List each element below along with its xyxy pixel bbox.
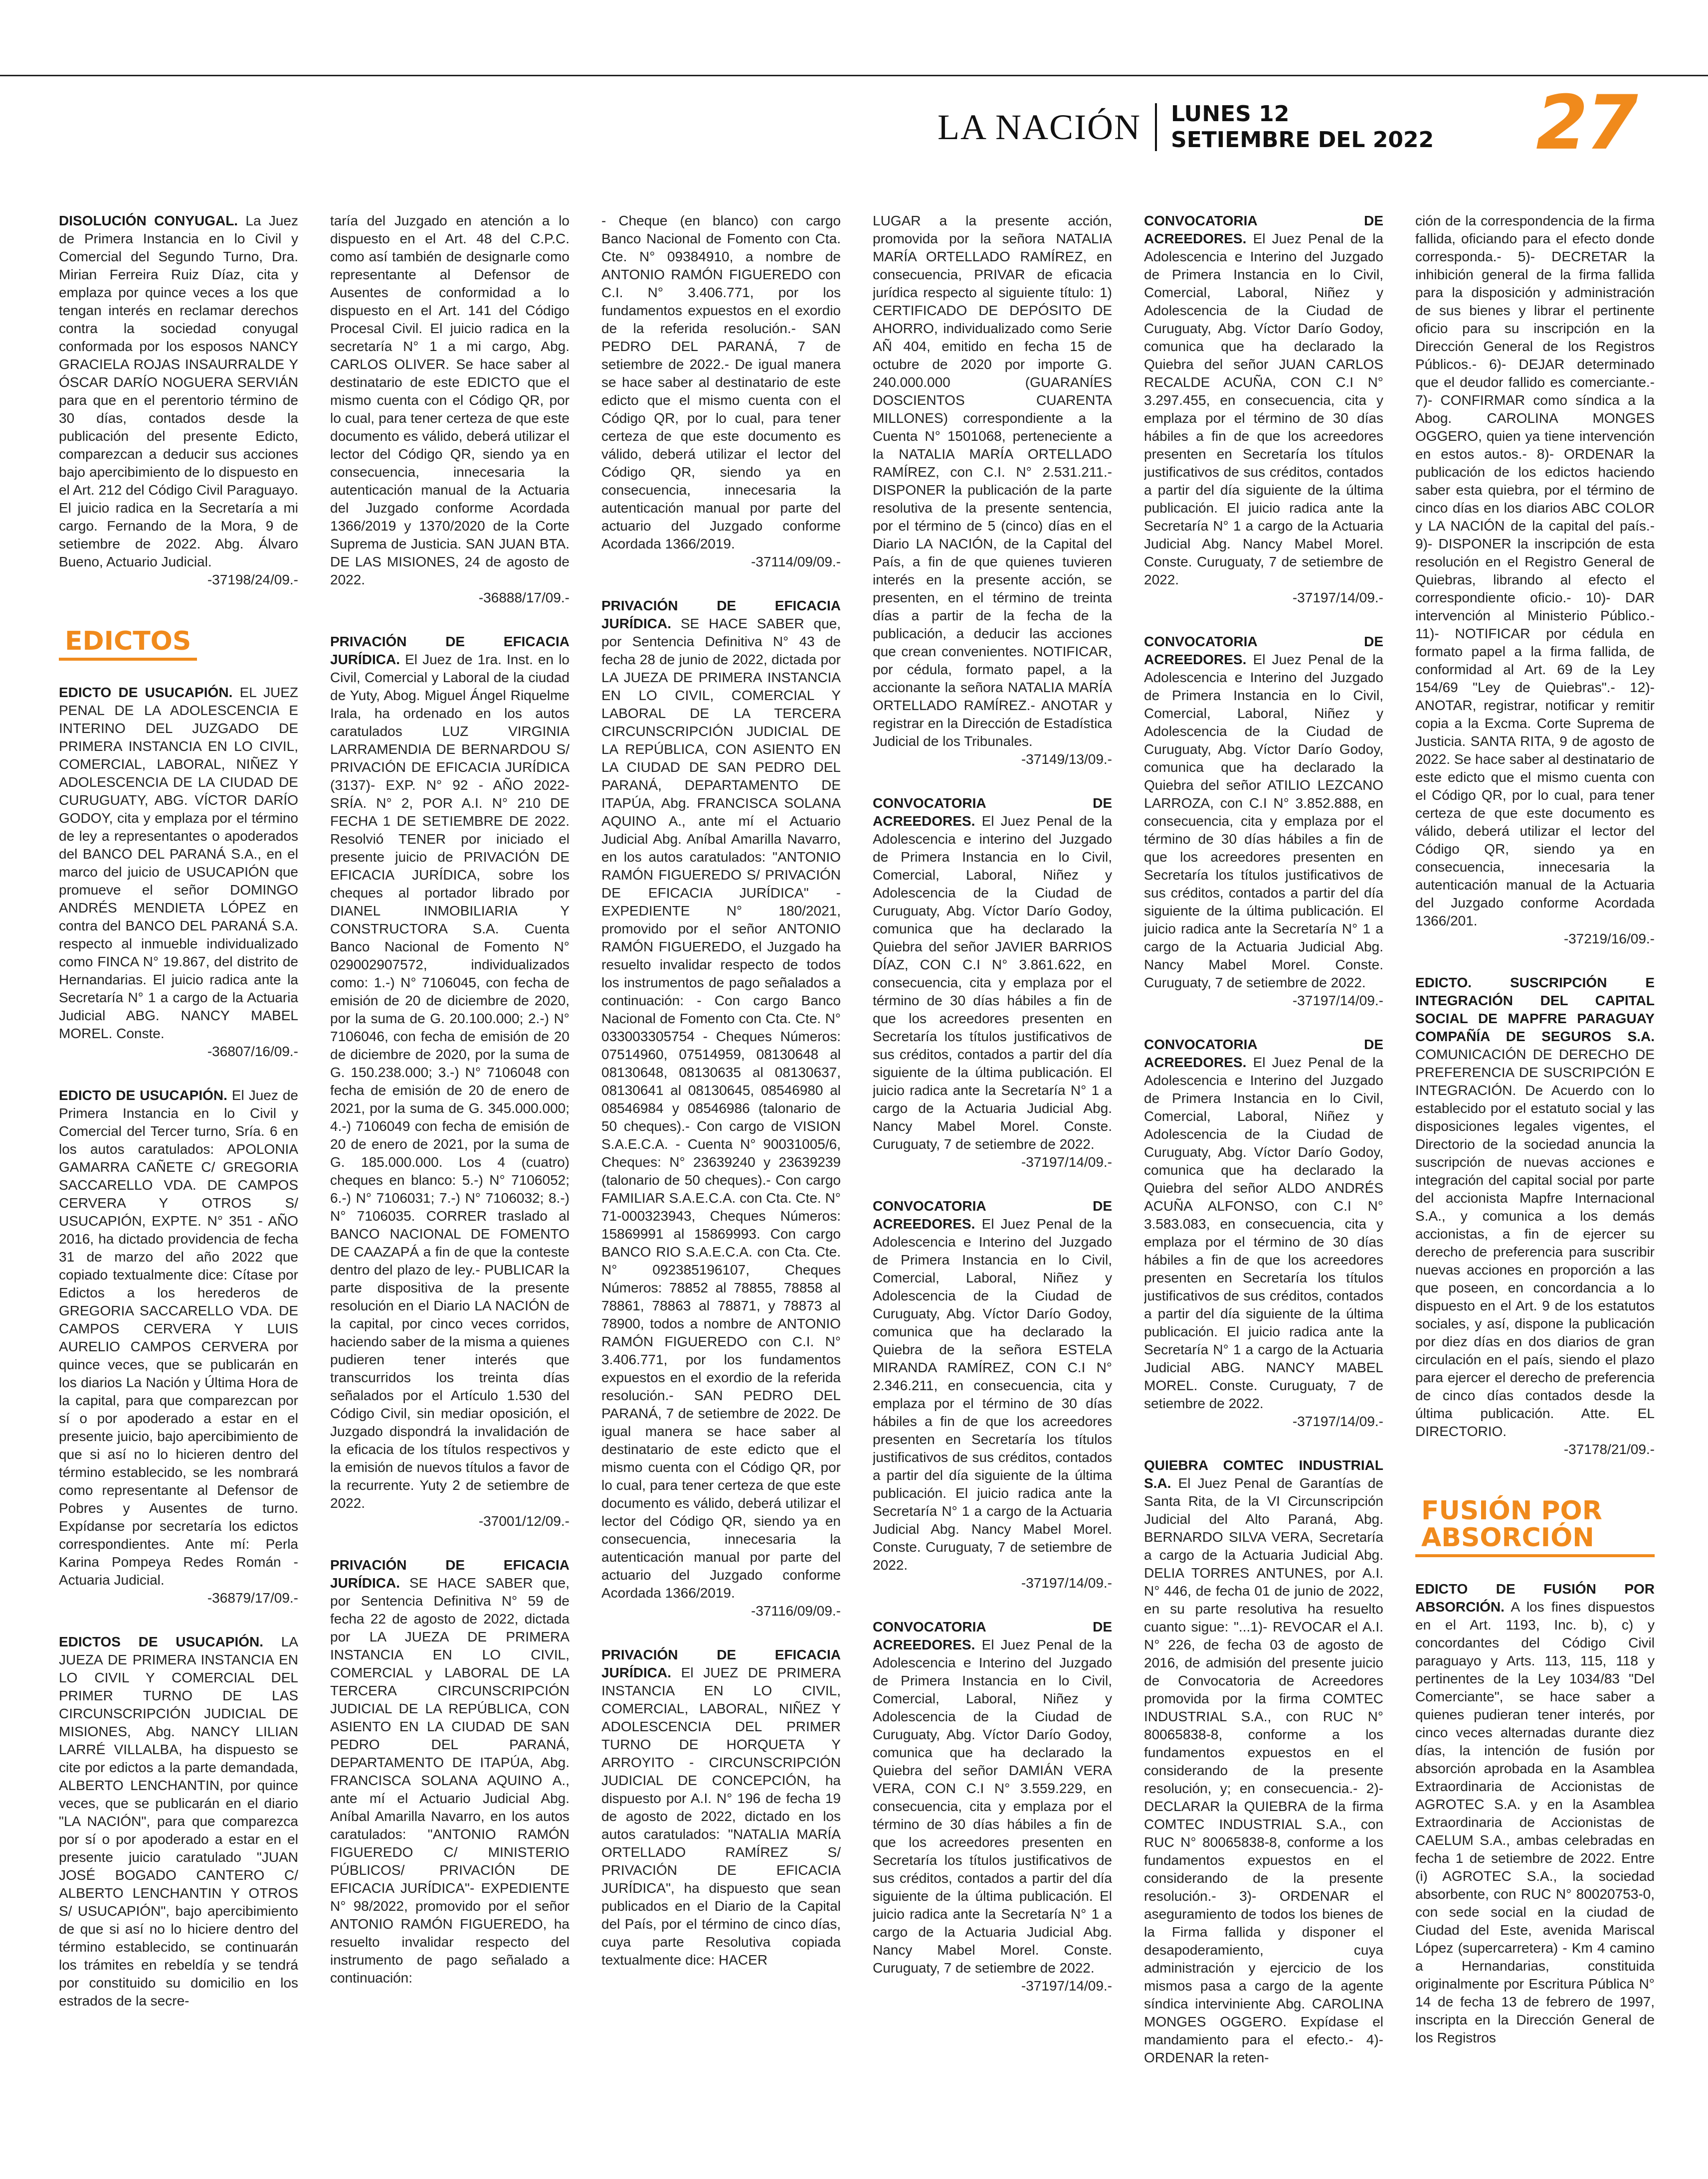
legal-notice — [1144, 1036, 1383, 1431]
legal-notice — [601, 212, 841, 571]
column-3 — [601, 212, 841, 2157]
notice-body: El Juez Penal de la Adolescencia e Interino del Juzgado de Primera Instancia en lo Civil, Comercial, Laboral, Niñez y Adolescencia de la Ciudad de Curuguaty, Abg. Víctor Darío Godoy, comunica que ha declarado la Quiebra del señor DAMIÁN VERA VERA, CON C.I N° 3.559.229, en consecuencia, cita y emplaza por el término de 30 días hábiles a fin de que los acreedores presenten en Secretaría los títulos justificativos de sus créditos, contados a partir del día siguiente de la última publicación. El juicio radica ante la Secretaría N° 1 a cargo de la Actuaria Judicial Abg. Nancy Mabel Morel. Conste. Curuguaty, 7 de setiembre de 2022. — [873, 1637, 1112, 1976]
legal-notice — [601, 1646, 841, 1969]
column-6 — [1415, 212, 1655, 2157]
masthead — [938, 97, 1434, 157]
notice-reference: -37197/14/09.- — [1021, 1154, 1112, 1170]
notice-title: CONVOCATORIA DE ACREEDORES. — [1144, 213, 1383, 246]
notice-body: El Juez Penal de la Adolescencia e Interino del Juzgado de Primera Instancia en lo Civil, Comercial, Laboral, Niñez y Adolescencia de la Ciudad de Curuguaty, Abg. Víctor Darío Godoy, comunica que ha declarado la Quiebra de la señora ESTELA MIRANDA RAMÍREZ, CON C.I N° 2.346.211, en consecuencia, cita y emplaza por el término de 30 días hábiles a fin de que los acreedores presenten en Secretaría los títulos justificativos de sus créditos, contados a partir del día siguiente de la última publicación. El juicio radica ante la Secretaría N° 1 a cargo de la Actuaria Judicial Abg. Nancy Mabel Morel. Conste. Curuguaty, 7 de setiembre de 2022. — [873, 1216, 1112, 1573]
classifieds-columns — [59, 212, 1655, 2157]
legal-notice — [59, 1633, 298, 2010]
notice-title: EDICTO DE USUCAPIÓN. — [59, 685, 233, 700]
legal-notice — [1144, 1456, 1383, 2067]
legal-notice — [873, 794, 1112, 1171]
legal-notice — [59, 684, 298, 1061]
newspaper-name: LA NACIÓN — [938, 107, 1141, 147]
notice-body: SE HACE SABER que, por Sentencia Definitiva N° 43 de fecha 28 de junio de 2022, dictada por LA JUEZA DE PRIMERA INSTANCIA EN LO CIVIL, COMERCIAL Y LABORAL DE LA TERCERA CIRCUNSCRIPCIÓN JUDICIAL DE LA REPÚBLICA, CON ASIENTO EN LA CIUDAD DE SAN PEDRO DEL PARANÁ, DEPARTAMENTO DE ITAPÚA, Abg. FRANCISCA SOLANA AQUINO A., ante mí el Actuario Judicial Abg. Aníbal Amarilla Navarro, en los autos caratulados: "ANTONIO RAMÓN FIGUEREDO S/ PRIVACIÓN DE EFICACIA JURÍDICA" - EXPEDIENTE N° 180/2021, promovido por el señor ANTONIO RAMÓN FIGUEREDO, el Juzgado ha resuelto invalidar respecto de todos los instrumentos de pago señalados a continuación: - Con cargo Banco Nacional de Fomento con Cta. Cte. N° 033003305754 - Cheques Números: 07514960, 07514959, 08130648 al 08130648, 08130635 al 08130637, 08130641 al 08130645, 08546980 al 08546984 y 08546986 (talonario de 50 cheques).- Con cargo de VISION S.A.E.C.A. - Cuenta N° 90031005/6, Cheques: N° 23639240 y 23639239 (talonario de 50 cheques).- Con cargo FAMILIAR S.A.E.C.A. con Cta. Cte. N° 71-000323943, Cheques Números: 15869991 al 15869993. Con cargo BANCO RIO S.A.E.C.A. con Cta. Cte. N° 092385196107, Cheques Números: 78852 al 78855, 78858 al 78861, 78863 al 78871, y 78873 al 78900, todos a nombre de ANTONIO RAMÓN FIGUEREDO con C.I. N° 3.406.771, por los fundamentos expuestos en el exordio de la referida resolución.- SAN PEDRO DEL PARANÁ, 7 de setiembre de 2022. De igual manera se hace saber al destinatario de este edicto que el mismo cuenta con el Código QR, por lo cual, para tener certeza de que este documento es válido, deberá utilizar el lector del Código QR, siendo ya en consecuencia, innecesaria la autenticación manual por parte del actuario del Juzgado conforme Acordada 1366/2019. — [601, 616, 841, 1601]
notice-title: CONVOCATORIA DE ACREEDORES. — [1144, 1037, 1383, 1070]
top-rule — [0, 75, 1708, 76]
notice-reference: -37114/09/09.- — [751, 554, 841, 569]
legal-notice — [1144, 633, 1383, 1010]
notice-body: El Juez de Primera Instancia en lo Civil y Comercial del Tercer turno, Sría. 6 en los autos caratulados: APOLONIA GAMARRA CAÑETE C/ GREGORIA SACCARELLO VDA. DE CAMPOS CERVERA Y OTROS S/ USUCAPIÓN, EXPTE. N° 351 - AÑO 2016, ha dictado providencia de fecha 31 de marzo del año 2022 que copiado textualmente dice: Cítase por Edictos a los herederos de GREGORIA SACCARELLO VDA. DE CAMPOS CERVERA Y LUIS AURELIO CAMPOS CERVERA por quince veces, que se publicarán en los diarios La Nación y Última Hora de la capital, para que comparezcan por sí o por apoderado a estar en el presente juicio, bajo apercibimiento de que si así no lo hicieren dentro del término establecido, se les nombrará como representante al Defensor de Pobres y Ausentes de turno. Expídanse por secretaría los edictos correspondientes. Ante mí: Perla Karina Pompeya Redes Román - Actuaria Judicial. — [59, 1088, 298, 1588]
notice-reference: -36807/16/09.- — [207, 1044, 298, 1059]
issue-date — [1171, 101, 1434, 153]
issue-day: LUNES 12 — [1171, 101, 1290, 127]
notice-reference: -37001/12/09.- — [478, 1513, 569, 1529]
notice-body: La Juez de Primera Instancia en lo Civil y Comercial del Segundo Turno, Dra. Mirian Ferreira Ruiz Díaz, cita y emplaza por quince veces a los que tengan interés en reclamar derechos contra la sociedad conyugal conformada por los esposos NANCY GRACIELA ROJAS INSAURRALDE Y ÓSCAR DARÍO NOGUERA SERVIÁN para que en el perentorio término de 30 días, contados desde la publicación del presente Edicto, comparezcan a deducir sus acciones bajo apercibimiento de lo dispuesto en el Art. 212 del Código Civil Paraguayo. El juicio radica en la Secretaría a mi cargo. Fernando de la Mora, 9 de setiembre de 2022. Abg. Álvaro Bueno, Actuario Judicial. — [59, 213, 298, 569]
notice-body: El JUEZ DE PRIMERA INSTANCIA EN LO CIVIL, COMERCIAL, LABORAL, NIÑEZ Y ADOLESCENCIA DEL PRIMER TURNO DE HORQUETA Y ARROYITO - CIRCUNSCRIPCIÓN JUDICIAL DE CONCEPCIÓN, ha dispuesto por A.I. N° 196 de fecha 19 de agosto de 2022, dictado en los autos caratulados: "NATALIA MARÍA ORTELLADO RAMÍREZ S/ PRIVACIÓN DE EFICACIA JURÍDICA", ha dispuesto que sean publicados en el Diario de la Capital del País, por el término de cinco días, cuya parte Resolutiva copiada textualmente dice: HACER — [601, 1665, 841, 1968]
notice-body: El Juez Penal de la Adolescencia e Interino del Juzgado de Primera Instancia en lo Civil, Comercial, Laboral, Niñez y Adolescencia de la Ciudad de Curuguaty, Abg. Víctor Darío Godoy, comunica que ha declarado la Quiebra del señor ATILIO LEZCANO LARROZA, con C.I N° 3.852.888, en consecuencia, cita y emplaza por el término de 30 días hábiles a fin de que los acreedores presenten en Secretaría los títulos justificativos de sus créditos, contados a partir del día siguiente de la última publicación. El juicio radica ante la Secretaría N° 1 a cargo de la Actuaria Judicial Abg. Nancy Mabel Morel. Conste. Curuguaty, 7 de setiembre de 2022. — [1144, 652, 1383, 990]
notice-title: CONVOCATORIA DE ACREEDORES. — [1144, 634, 1383, 667]
notice-title: PRIVACIÓN DE EFICACIA JURÍDICA. — [601, 598, 841, 631]
notice-reference: -36879/17/09.- — [207, 1590, 298, 1606]
notice-title: DISOLUCIÓN CONYUGAL. — [59, 213, 238, 228]
column-4 — [873, 212, 1112, 2157]
notice-title: CONVOCATORIA DE ACREEDORES. — [873, 1198, 1112, 1232]
notice-body: - Cheque (en blanco) con cargo Banco Nacional de Fomento con Cta. Cte. N° 09384910, a nombre de ANTONIO RAMÓN FIGUEREDO con C.I. N° 3.406.771, por los fundamentos expuestos en el exordio de la referida resolución.- SAN PEDRO DEL PARANÁ, 7 de setiembre de 2022.- De igual manera se hace saber al destinatario de este edicto que el mismo cuenta con el Código QR, por lo cual, para tener certeza de que este documento es válido, deberá utilizar el lector del Código QR, siendo ya en consecuencia, innecesaria la autenticación manual por parte del actuario del Juzgado conforme Acordada 1366/2019. — [601, 213, 841, 551]
notice-body: El Juez Penal de la Adolescencia e Interino del Juzgado de Primera Instancia en lo Civil, Comercial, Laboral, Niñez y Adolescencia de la Ciudad de Curuguaty, Abg. Víctor Darío Godoy, comunica que ha declarado la Quiebra del señor ALDO ANDRÉS ACUÑA ALFONSO, con C.I N° 3.583.083, en consecuencia, cita y emplaza por el término de 30 días hábiles a fin de que los acreedores presenten en Secretaría los títulos justificativos de sus créditos, contados a partir del día siguiente de la última publicación. El juicio radica ante la Secretaría N° 1 a cargo de la Actuaria Judicial ABG. NANCY MABEL MOREL. Conste. Curuguaty, 7 de setiembre de 2022. — [1144, 1055, 1383, 1411]
notice-body: EL JUEZ PENAL DE LA ADOLESCENCIA E INTERINO DEL JUZGADO DE PRIMERA INSTANCIA EN LO CIVIL, COMERCIAL, LABORAL, NIÑEZ Y ADOLESCENCIA DE LA CIUDAD DE CURUGUATY, ABG. VÍCTOR DARÍO GODOY, cita y emplaza por el término de ley a representantes o apoderados del BANCO DEL PARANÁ S.A., en el marco del juicio de USUCAPIÓN que promueve el señor DOMINGO ANDRÉS MENDIETA LÓPEZ en contra del BANCO DEL PARANÁ S.A. respecto al inmueble individualizado como FINCA N° 19.867, del distrito de Hernandarias. El juicio radica ante la Secretaría N° 1 a cargo de la Actuaria Judicial ABG. NANCY MABEL MOREL. Conste. — [59, 685, 298, 1041]
notice-body: El Juez Penal de la Adolescencia e interino del Juzgado de Primera Instancia en lo Civil, Comercial, Laboral, Niñez y Adolescencia de la Ciudad de Curuguaty, Abg. Víctor Darío Godoy, comunica que ha declarado la Quiebra del señor JAVIER BARRIOS DÍAZ, CON C.I N° 3.861.622, en consecuencia, cita y emplaza por el término de 30 días hábiles a fin de que los acreedores presenten en Secretaría los títulos justificativos de sus créditos, contados a partir del día siguiente de la última publicación. El juicio radica ante la Secretaría N° 1 a cargo de la Actuaria Judicial Abg. Nancy Mabel Morel. Conste. Curuguaty, 7 de setiembre de 2022. — [873, 813, 1112, 1152]
legal-notice — [1415, 1580, 1655, 2047]
issue-month-year: SETIEMBRE DEL 2022 — [1171, 127, 1434, 153]
notice-reference: -37178/21/09.- — [1563, 1442, 1655, 1457]
notice-title: EDICTO. SUSCRIPCIÓN E INTEGRACIÓN DEL CAPITAL SOCIAL DE MAPFRE PARAGUAY COMPAÑÍA DE SEGUROS S.A. — [1415, 975, 1655, 1044]
notice-reference: -37197/14/09.- — [1292, 993, 1383, 1008]
legal-notice — [873, 1618, 1112, 1995]
notice-body: SE HACE SABER que, por Sentencia Definitiva N° 59 de fecha 22 de agosto de 2022, dictada por LA JUEZA DE PRIMERA INSTANCIA EN LO CIVIL, COMERCIAL y LABORAL DE LA TERCERA CIRCUNSCRIPCIÓN JUDICIAL DE LA REPÚBLICA, CON ASIENTO EN LA CIUDAD DE SAN PEDRO DEL PARANÁ, DEPARTAMENTO DE ITAPÚA, Abg. FRANCISCA SOLANA AQUINO A., ante mí el Actuario Judicial Abg. Aníbal Amarilla Navarro, en los autos caratulados: "ANTONIO RAMÓN FIGUEREDO C/ MINISTERIO PÚBLICOS/ PRIVACIÓN DE EFICACIA JURÍDICA"- EXPEDIENTE N° 98/2022, promovido por el señor ANTONIO RAMÓN FIGUEREDO, ha resuelto invalidar respecto del instrumento de pago señalado a continuación: — [330, 1575, 569, 1986]
legal-notice — [1144, 212, 1383, 607]
notice-title: PRIVACIÓN DE EFICACIA JURÍDICA. — [330, 1557, 569, 1591]
notice-reference: -37198/24/09.- — [207, 572, 298, 587]
column-5 — [1144, 212, 1383, 2157]
legal-notice — [601, 597, 841, 1620]
column-1 — [59, 212, 298, 2157]
notice-title: EDICTO DE FUSIÓN POR ABSORCIÓN. — [1415, 1581, 1655, 1615]
section-heading: EDICTOS — [59, 625, 197, 661]
column-2 — [330, 212, 569, 2157]
notice-reference: -37197/14/09.- — [1021, 1575, 1112, 1591]
notice-title: PRIVACIÓN DE EFICACIA JURÍDICA. — [330, 634, 569, 667]
notice-body: El Juez Penal de la Adolescencia e Interino del Juzgado de Primera Instancia en lo Civil, Comercial, Laboral, Niñez y Adolescencia de la Ciudad de Curuguaty, Abg. Víctor Darío Godoy, comunica que ha declarado la Quiebra del señor JUAN CARLOS RECALDE ACUÑA, CON C.I N° 3.297.455, en consecuencia, cita y emplaza por el término de 30 días hábiles a fin de que los acreedores presenten en Secretaría los títulos justificativos de sus créditos, contados a partir del día siguiente de la última publicación. El juicio radica ante la Secretaría N° 1 a cargo de la Actuaria Judicial Abg. Nancy Mabel Morel. Conste. Curuguaty, 7 de setiembre de 2022. — [1144, 231, 1383, 587]
notice-body: El Juez de 1ra. Inst. en lo Civil, Comercial y Laboral de la ciudad de Yuty, Abog. Miguel Ángel Riquelme Irala, ha ordenado en los autos caratulados LUZ VIRGINIA LARRAMENDIA DE BERNARDOU S/ PRIVACIÓN DE EFICACIA JURÍDICA (3137)- EXP. N° 92 - AÑO 2022- SRÍA. N° 2, POR A.I. N° 210 DE FECHA 1 DE SETIEMBRE DE 2022. Resolvió TENER por iniciado el presente juicio de PRIVACIÓN DE EFICACIA JURÍDICA, sobre los cheques al portador librado por DIANEL INMOBILIARIA Y CONSTRUCTORA S.A. Cuenta Banco Nacional de Fomento N° 029002907572, individualizados como: 1.-) N° 7106045, con fecha de emisión de 20 de diciembre de 2020, por la suma de G. 20.100.000; 2.-) N° 7106046, con fecha de emisión de 20 de diciembre de 2020, por la suma de G. 150.238.000; 3.-) N° 7106048 con fecha de emisión de 20 de enero de 2021, por la suma de G. 345.000.000; 4.-) 7106049 con fecha de emisión de 20 de enero de 2021, por la suma de G. 185.000.000. Los 4 (cuatro) cheques en blanco: 5.-) N° 7106052; 6.-) N° 7106031; 7.-) N° 7106032; 8.-) N° 7106035. CORRER traslado al BANCO NACIONAL DE FOMENTO DE CAAZAPÁ a fin de que la conteste dentro del plazo de ley.- PUBLICAR la parte dispositiva de la presente resolución en el Diario LA NACIÓN de la capital, por cinco veces corridos, haciendo saber de la misma a quienes pudieren tener interés que transcurridos los treinta días señalados por el Artículo 1.530 del Código Civil, sin mediar oposición, el Juzgado dispondrá la invalidación de la eficacia de los títulos respectivos y la emisión de nuevos títulos a favor de la recurrente. Yuty 2 de setiembre de 2022. — [330, 652, 569, 1511]
legal-notice — [59, 212, 298, 589]
notice-title: EDICTO DE USUCAPIÓN. — [59, 1088, 227, 1103]
legal-notice — [330, 212, 569, 607]
notice-body: ción de la correspondencia de la firma fallida, oficiando para el efecto donde corresponda.- 5)- DECRETAR la inhibición general de la firma fallida para la disposición y administración de sus bienes y librar el pertinente oficio para su inscripción en la Dirección General de los Registros Públicos.- 6)- DEJAR determinado que el deudor fallido es comerciante.- 7)- CONFIRMAR como síndica a la Abog. CAROLINA MONGES OGGERO, quien ya tiene intervención en estos autos.- 8)- ORDENAR la publicación de los edictos haciendo saber esta quiebra, por el término de cinco días en los diarios ABC COLOR y LA NACIÓN de la capital del país.- 9)- DISPONER la inscripción de esta resolución en el Registro General de Quiebras, librando al efecto el correspondiente oficio.- 10)- DAR intervención al Ministerio Público.- 11)- NOTIFICAR por cédula en formato papel a la firma fallida, de conformidad al Art. 69 de la Ley 154/69 "Ley de Quiebras".- 12)- ANOTAR, registrar, notificar y remitir copia a la Excma. Corte Suprema de Justicia. SANTA RITA, 9 de agosto de 2022. Se hace saber al destinatario de este edicto que el mismo cuenta con el Código QR, por lo cual, para tener certeza de que este documento es válido, deberá utilizar el lector del Código QR, siendo ya en consecuencia, innecesaria la autenticación manual de la Actuaria del Juzgado conforme Acordada 1366/201. — [1415, 213, 1655, 928]
notice-title: CONVOCATORIA DE ACREEDORES. — [873, 795, 1112, 829]
section-heading: FUSIÓN POR ABSORCIÓN — [1415, 1494, 1655, 1557]
notice-reference: -37219/16/09.- — [1563, 931, 1655, 946]
notice-title: EDICTOS DE USUCAPIÓN. — [59, 1634, 264, 1649]
legal-notice — [1415, 212, 1655, 948]
notice-body: taría del Juzgado en atención a lo dispuesto en el Art. 48 del C.P.C. como así también de designarle como representante al Defensor de Ausentes de conformidad a lo dispuesto en el Art. 141 del Código Procesal Civil. El juicio radica en la secretaría N° 1 a mi cargo, Abg. CARLOS OLIVER. Se hace saber al destinatario de este EDICTO que el mismo cuenta con el Código QR, por lo cual, para tener certeza de que este documento es válido, deberá utilizar el lector del Código QR, siendo ya en consecuencia, innecesaria la autenticación manual de la Actuaria del Juzgado conforme Acordada 1366/2019 y 1370/2020 de la Corte Suprema de Justicia. SAN JUAN BTA. DE LAS MISIONES, 24 de agosto de 2022. — [330, 213, 569, 587]
page-number: 27 — [1536, 80, 1636, 167]
legal-notice — [59, 1087, 298, 1607]
legal-notice — [873, 212, 1112, 768]
notice-body: A los fines dispuestos en el Art. 1193, Inc. b), c) y concordantes del Código Civil paraguayo y Arts. 113, 115, 118 y pertinentes de la Ley 1034/83 "Del Comerciante", se hace saber a quienes pudieran tener interés, por cinco veces alternadas durante diez días, la intención de fusión por absorción aprobada en la Asamblea Extraordinaria de Accionistas de AGROTEC S.A. y en la Asamblea Extraordinaria de Accionistas de CAELUM S.A., ambas celebradas en fecha 1 de setiembre de 2022. Entre (i) AGROTEC S.A., la sociedad absorbente, con RUC N° 80020753-0, con sede social en la ciudad de Ciudad del Este, avenida Mariscal López (supercarretera) - Km 4 camino a Hernandarias, constituida originalmente por Escritura Pública N° 14 de fecha 13 de febrero de 1997, inscripta en la Dirección General de los Registros — [1415, 1599, 1655, 2045]
notice-title: CONVOCATORIA DE ACREEDORES. — [873, 1619, 1112, 1652]
notice-title: QUIEBRA COMTEC INDUSTRIAL S.A. — [1144, 1457, 1383, 1491]
legal-notice — [330, 633, 569, 1530]
legal-notice — [1415, 974, 1655, 1458]
notice-reference: -37197/14/09.- — [1021, 1978, 1112, 1994]
legal-notice — [873, 1197, 1112, 1592]
notice-body: LA JUEZA DE PRIMERA INSTANCIA EN LO CIVIL Y COMERCIAL DEL PRIMER TURNO DE LAS CIRCUNSCRIPCIÓN JUDICIAL DE MISIONES, Abg. NANCY LILIAN LARRÉ VILLALBA, ha dispuesto se cite por edictos a la parte demandada, ALBERTO LENCHANTIN, por quince veces, que se publicarán en el diario "LA NACIÓN", para que comparezca por sí o por apoderado a estar en el presente juicio caratulado "JUAN JOSÉ BOGADO CANTERO C/ ALBERTO LENCHANTIN Y OTROS S/ USUCAPIÓN", bajo apercibimiento de que si así no lo hiciere dentro del término establecido, se continuarán los trámites en rebeldía y se tendrá por constituido su domicilio en los estrados de la secre- — [59, 1634, 298, 2008]
notice-body: COMUNICACIÓN DE DERECHO DE PREFERENCIA DE SUSCRIPCIÓN E INTEGRACIÓN. De Acuerdo con lo establecido por el estatuto social y las disposiciones legales vigentes, el Directorio de la sociedad anuncia la suscripción de nuevas acciones e integración del capital social por parte del accionista Mapfre Internacional S.A., y comunica a los demás accionistas, a fin de ejercer su derecho de preferencia para suscribir nuevas acciones en proporción a las que poseen, en concordancia a lo dispuesto en el Art. 9 de los estatutos sociales, y así, dispone la publicación por diez días en dos diarios de gran circulación en el país, siendo el plazo para ejercer el derecho de preferencia de cinco días contados desde la última publicación. Atte. EL DIRECTORIO. — [1415, 1047, 1655, 1439]
notice-body: El Juez Penal de Garantías de Santa Rita, de la VI Circunscripción Judicial del Alto Paraná, Abg. BERNARDO SILVA VERA, Secretaría a cargo de la Actuaria Judicial Abg. DELIA TORRES ANTUNES, por A.I. N° 446, de fecha 01 de junio de 2022, en su parte resolutiva ha resuelto cuanto sigue: "...1)- REVOCAR el A.I. N° 226, de fecha 03 de agosto de 2016, de admisión del presente juicio de Convocatoria de Acreedores promovida por la firma COMTEC INDUSTRIAL S.A., con RUC N° 80065838-8, conforme a los fundamentos expuestos en el considerando de la presente resolución, y; en consecuencia.- 2)- DECLARAR la QUIEBRA de la firma COMTEC INDUSTRIAL S.A., con RUC N° 80065838-8, conforme a los fundamentos expuestos en el considerando de la presente resolución.- 3)- ORDENAR el aseguramiento de todos los bienes de la Firma fallida y disponer el desapoderamiento, cuya administración y ejercicio de los mismos pasa a cargo de la agente síndica interviniente Abg. CAROLINA MONGES OGGERO. Expídase el mandamiento para el efecto.- 4)- ORDENAR la reten- — [1144, 1475, 1383, 2065]
notice-reference: -37149/13/09.- — [1021, 751, 1112, 767]
legal-notice — [330, 1556, 569, 1987]
notice-reference: -37197/14/09.- — [1292, 590, 1383, 605]
masthead-divider — [1155, 103, 1157, 151]
notice-body: LUGAR a la presente acción, promovida por la señora NATALIA MARÍA ORTELLADO RAMÍREZ, en consecuencia, PRIVAR de eficacia jurídica respecto al siguiente título: 1) CERTIFICADO DE DEPÓSITO DE AHORRO, individualizado como Serie AÑ 404, emitido en fecha 15 de octubre de 2020 por importe G. 240.000.000 (GUARANÍES DOSCIENTOS CUARENTA MILLONES) correspondiente a la Cuenta N° 1501068, perteneciente a la NATALIA MARÍA ORTELLADO RAMÍREZ, con C.I. N° 2.531.211.- DISPONER la publicación de la parte resolutiva de la presente sentencia, por el término de 5 (cinco) días en el Diario LA NACIÓN, de la Capital del País, a fin de que quienes tuvieren interés en la presente acción, se presenten, en el término de treinta días a partir de la fecha de la publicación, a deducir las acciones que crean convenientes. NOTIFICAR, por cédula, formato papel, a la accionante la señora NATALIA MARÍA ORTELLADO RAMÍREZ.- ANOTAR y registrar en la Dirección de Estadística Judicial de los Tribunales. — [873, 213, 1112, 749]
notice-reference: -37116/09/09.- — [751, 1603, 841, 1619]
notice-title: PRIVACIÓN DE EFICACIA JURÍDICA. — [601, 1647, 841, 1680]
notice-reference: -37197/14/09.- — [1292, 1414, 1383, 1429]
notice-reference: -36888/17/09.- — [478, 590, 569, 605]
